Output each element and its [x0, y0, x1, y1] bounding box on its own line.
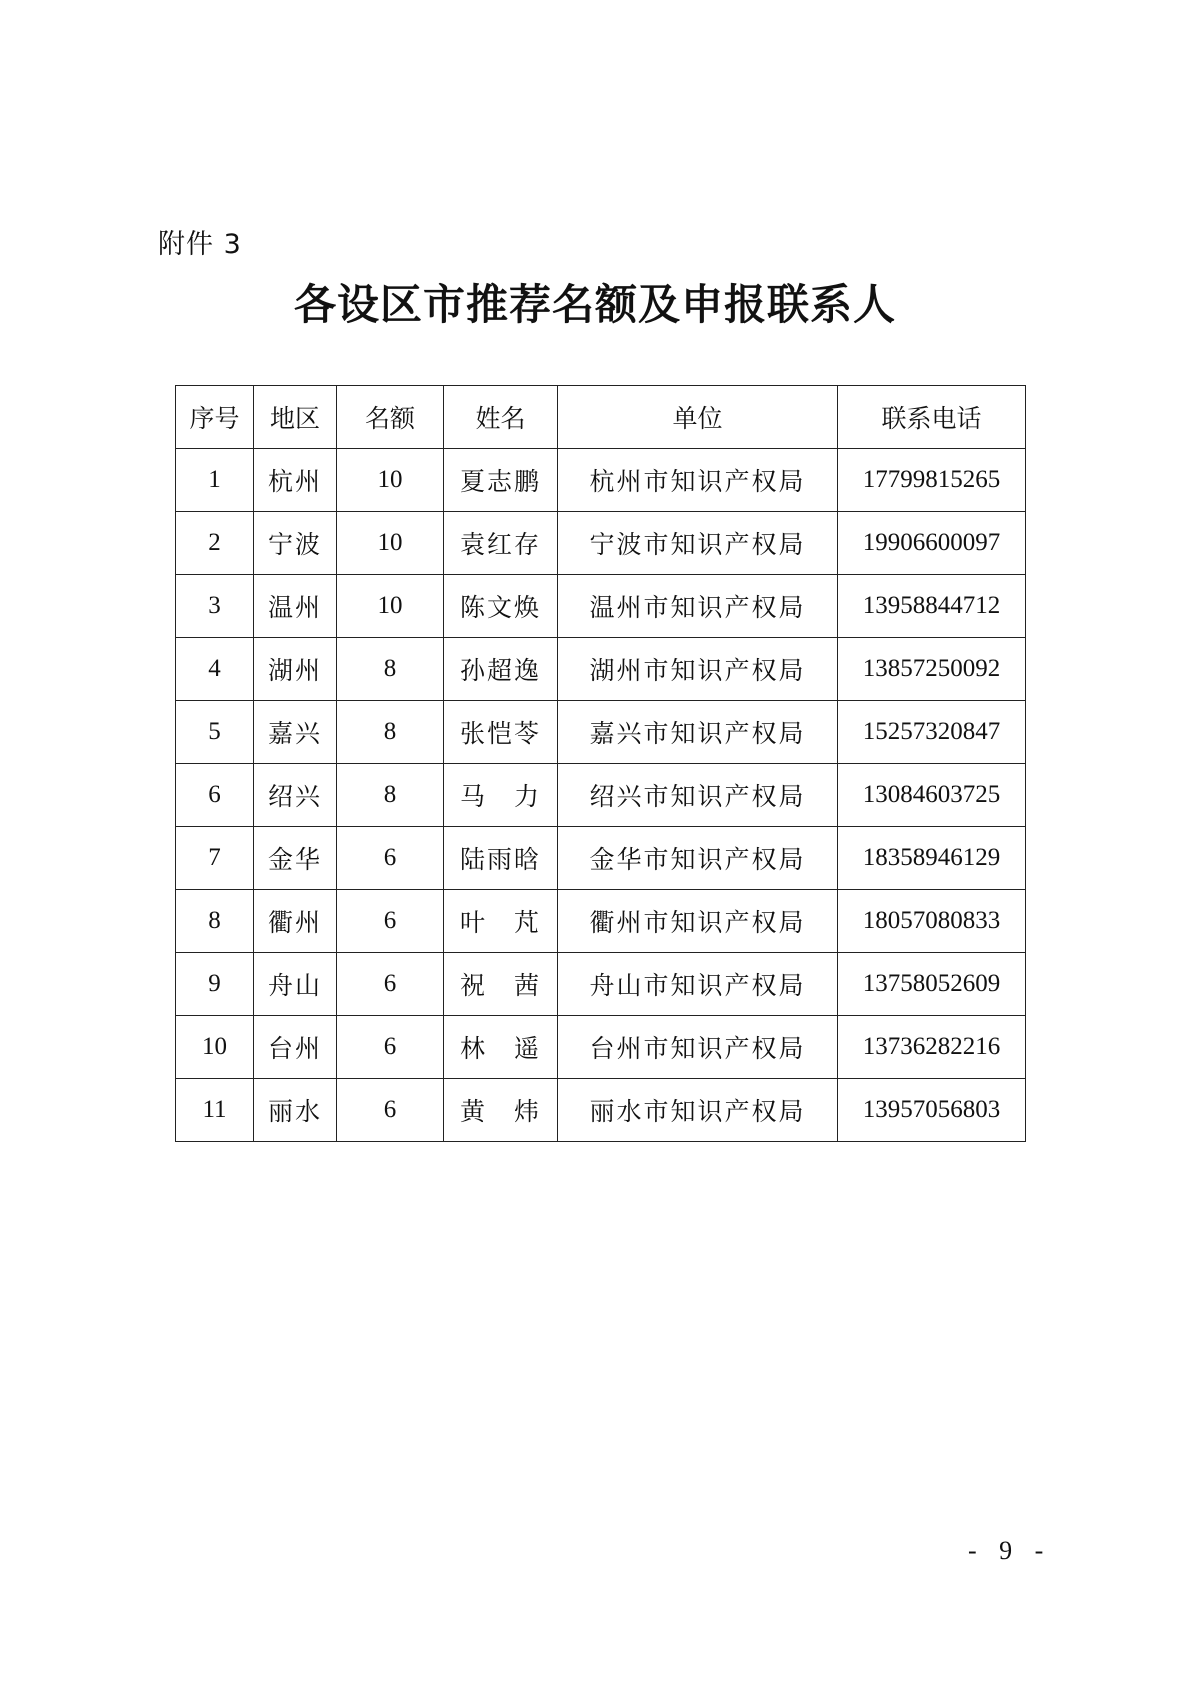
row-quota: 6 [337, 953, 444, 1016]
row-phone: 13736282216 [838, 1016, 1026, 1079]
row-name: 黄 炜 [444, 1079, 558, 1142]
row-region: 嘉兴 [254, 701, 337, 764]
row-quota: 8 [337, 638, 444, 701]
attachment-label: 附件 3 [158, 229, 242, 260]
row-quota: 6 [337, 1016, 444, 1079]
row-no: 4 [176, 638, 254, 701]
header-phone: 联系电话 [838, 386, 1026, 449]
row-region: 丽水 [254, 1079, 337, 1142]
row-name: 陆雨晗 [444, 827, 558, 890]
row-no: 2 [176, 512, 254, 575]
row-name: 马 力 [444, 764, 558, 827]
row-no: 6 [176, 764, 254, 827]
row-region: 宁波 [254, 512, 337, 575]
row-phone: 13857250092 [838, 638, 1026, 701]
row-no: 7 [176, 827, 254, 890]
row-region: 金华 [254, 827, 337, 890]
row-phone: 18057080833 [838, 890, 1026, 953]
row-phone: 17799815265 [838, 449, 1026, 512]
table-row [176, 512, 1026, 575]
row-name: 林 遥 [444, 1016, 558, 1079]
row-quota: 8 [337, 764, 444, 827]
row-unit: 丽水市知识产权局 [558, 1079, 838, 1142]
row-no: 3 [176, 575, 254, 638]
row-no: 5 [176, 701, 254, 764]
row-phone: 13084603725 [838, 764, 1026, 827]
row-phone: 15257320847 [838, 701, 1026, 764]
row-no: 11 [176, 1079, 254, 1142]
row-region: 杭州 [254, 449, 337, 512]
row-quota: 10 [337, 449, 444, 512]
page-title: 各设区市推荐名额及申报联系人 [293, 280, 896, 329]
row-quota: 8 [337, 701, 444, 764]
row-quota: 6 [337, 827, 444, 890]
row-unit: 舟山市知识产权局 [558, 953, 838, 1016]
row-name: 叶 芃 [444, 890, 558, 953]
row-name: 袁红存 [444, 512, 558, 575]
header-region: 地区 [254, 386, 337, 449]
row-name: 夏志鹏 [444, 449, 558, 512]
row-name: 祝 茜 [444, 953, 558, 1016]
table-row [176, 638, 1026, 701]
row-phone: 19906600097 [838, 512, 1026, 575]
row-unit: 台州市知识产权局 [558, 1016, 838, 1079]
row-quota: 6 [337, 890, 444, 953]
table-row [176, 449, 1026, 512]
quota-contact-table [175, 385, 1026, 1142]
row-phone: 13957056803 [838, 1079, 1026, 1142]
row-unit: 湖州市知识产权局 [558, 638, 838, 701]
table-row [176, 890, 1026, 953]
table-row [176, 827, 1026, 890]
row-phone: 13758052609 [838, 953, 1026, 1016]
row-region: 台州 [254, 1016, 337, 1079]
row-no: 8 [176, 890, 254, 953]
row-name: 陈文焕 [444, 575, 558, 638]
row-no: 10 [176, 1016, 254, 1079]
table-row [176, 575, 1026, 638]
row-quota: 10 [337, 575, 444, 638]
table-row [176, 953, 1026, 1016]
row-phone: 18358946129 [838, 827, 1026, 890]
row-name: 张恺苓 [444, 701, 558, 764]
page-number: - 9 - [968, 1536, 1052, 1565]
row-region: 绍兴 [254, 764, 337, 827]
header-quota: 名额 [337, 386, 444, 449]
row-unit: 金华市知识产权局 [558, 827, 838, 890]
row-region: 衢州 [254, 890, 337, 953]
row-no: 9 [176, 953, 254, 1016]
row-unit: 杭州市知识产权局 [558, 449, 838, 512]
row-region: 舟山 [254, 953, 337, 1016]
row-region: 温州 [254, 575, 337, 638]
row-unit: 衢州市知识产权局 [558, 890, 838, 953]
header-unit: 单位 [558, 386, 838, 449]
row-unit: 嘉兴市知识产权局 [558, 701, 838, 764]
row-unit: 绍兴市知识产权局 [558, 764, 838, 827]
row-unit: 温州市知识产权局 [558, 575, 838, 638]
row-phone: 13958844712 [838, 575, 1026, 638]
table-header-row [176, 386, 1026, 449]
table-row [176, 1079, 1026, 1142]
row-quota: 6 [337, 1079, 444, 1142]
header-name: 姓名 [444, 386, 558, 449]
table-row [176, 1016, 1026, 1079]
row-no: 1 [176, 449, 254, 512]
row-region: 湖州 [254, 638, 337, 701]
row-unit: 宁波市知识产权局 [558, 512, 838, 575]
header-no: 序号 [176, 386, 254, 449]
row-name: 孙超逸 [444, 638, 558, 701]
row-quota: 10 [337, 512, 444, 575]
table-row [176, 701, 1026, 764]
table-row [176, 764, 1026, 827]
